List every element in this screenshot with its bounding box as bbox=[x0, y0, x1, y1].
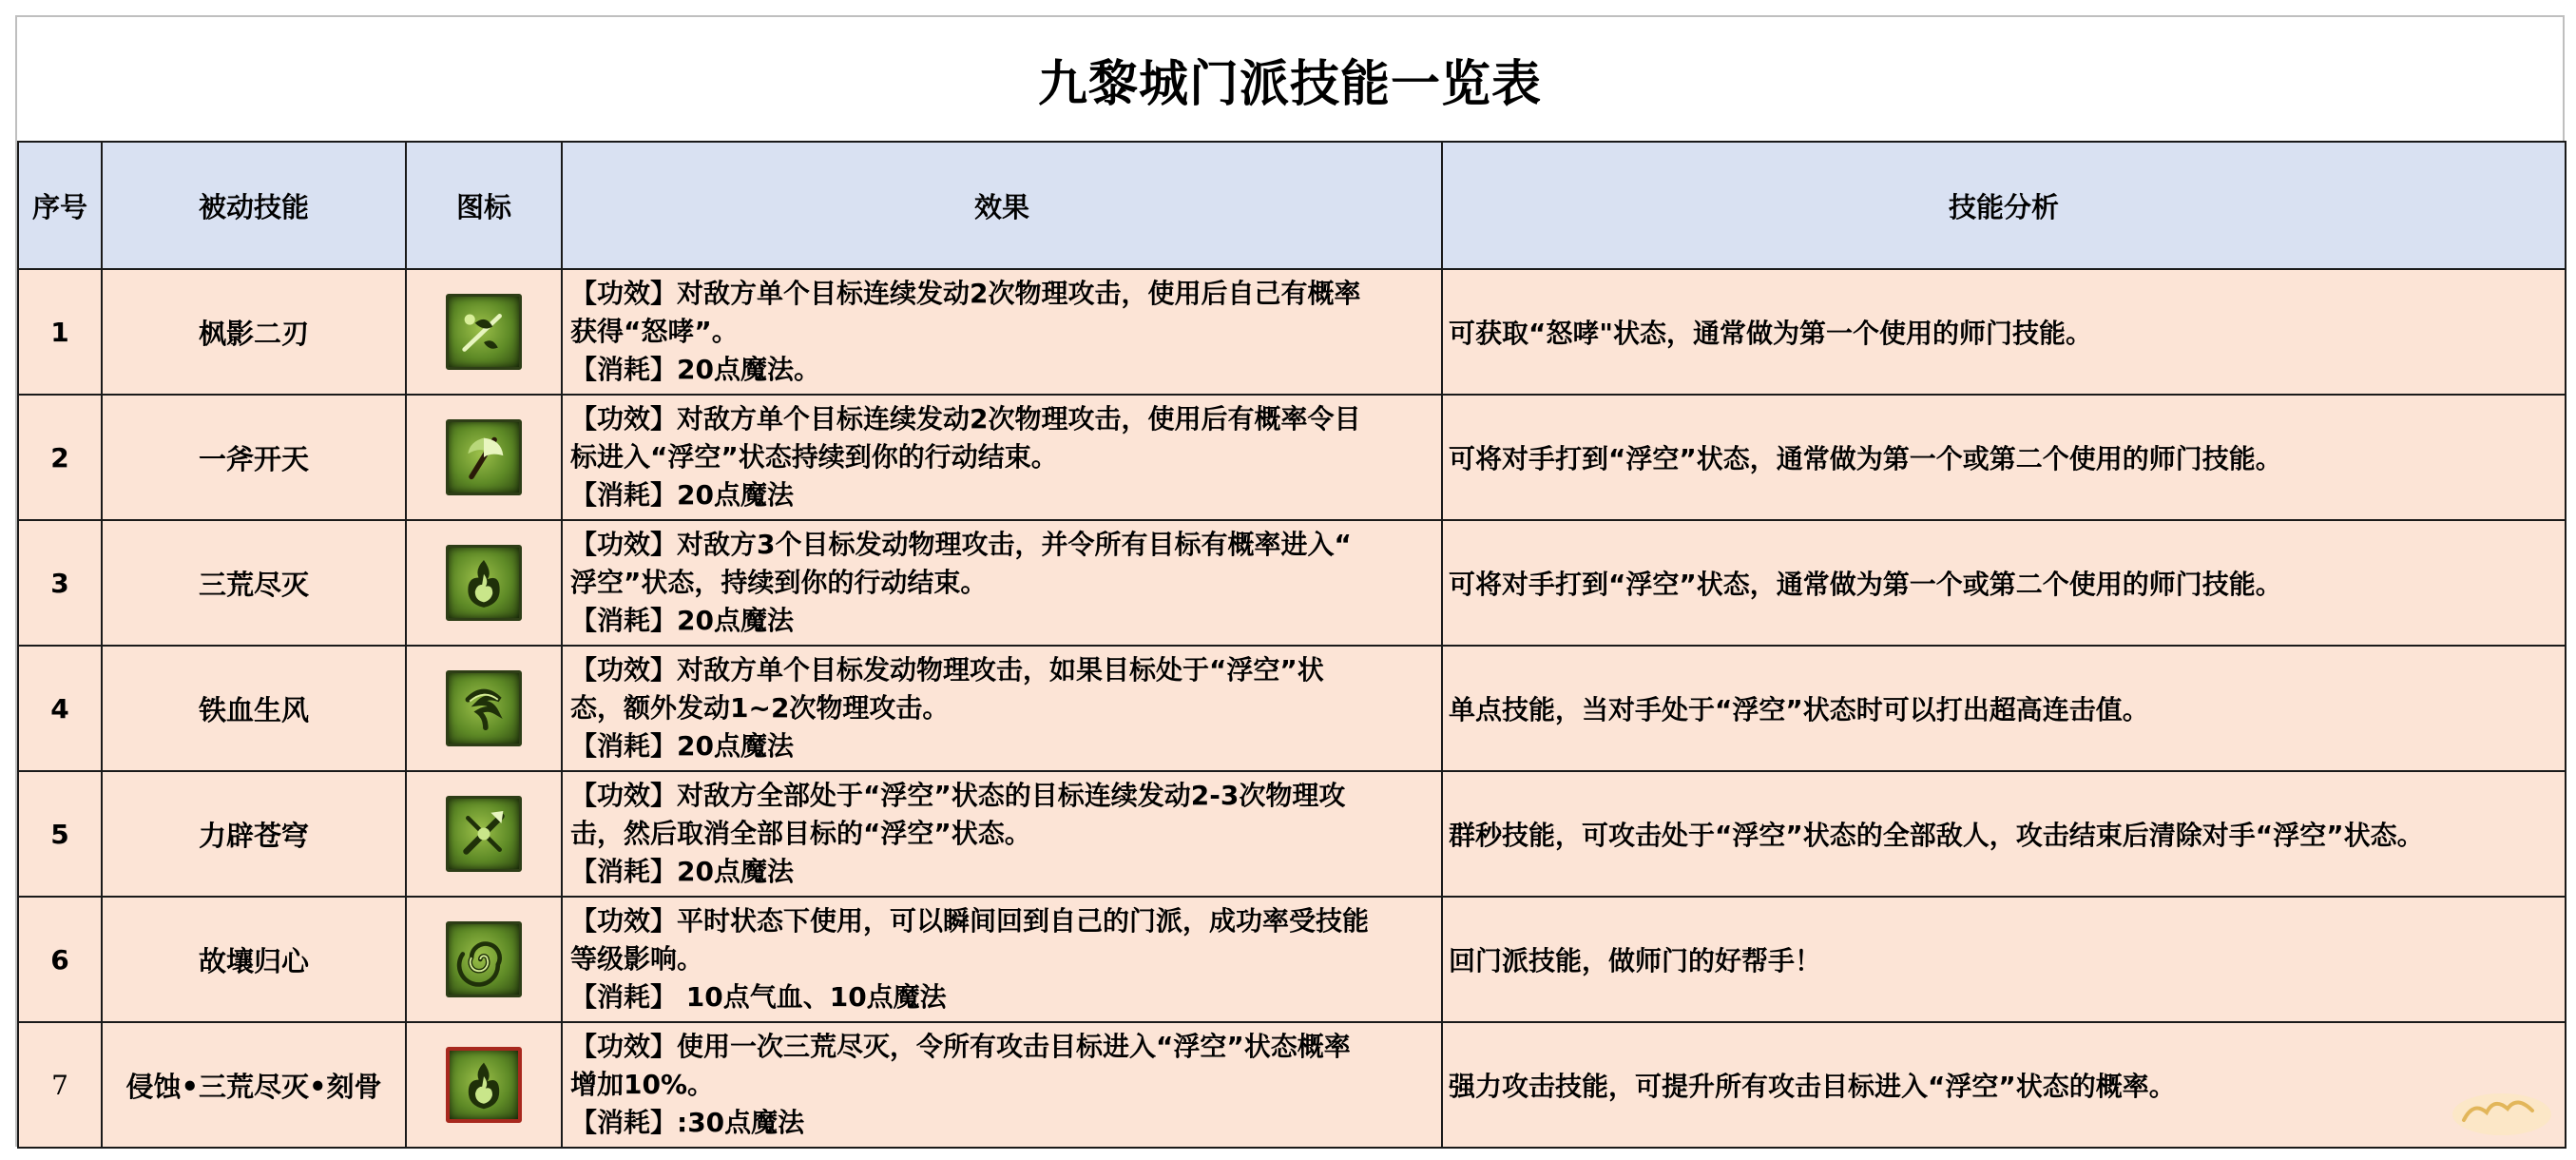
effect-line: 增加10%。 bbox=[570, 1069, 715, 1100]
effect-line: 【功效】对敌方单个目标发动物理攻击，如果目标处于“浮空”状 bbox=[570, 654, 1324, 686]
table-row bbox=[18, 646, 2566, 771]
effect-line: 【功效】对敌方3个目标发动物理攻击，并令所有目标有概率进入“ bbox=[570, 529, 1352, 560]
effect-line: 【功效】对敌方单个目标连续发动2次物理攻击，使用后自己有概率 bbox=[570, 278, 1361, 309]
skill-effect bbox=[562, 1022, 1442, 1148]
skill-name: 三荒尽灭 bbox=[102, 520, 406, 646]
skills-table bbox=[17, 141, 2566, 1149]
effect-cost-line: 【消耗】 10点气血、10点魔法 bbox=[570, 981, 947, 1013]
effect-line: 标进入“浮空”状态持续到你的行动结束。 bbox=[570, 441, 1058, 473]
header-skill-name: 被动技能 bbox=[102, 142, 406, 269]
effect-line: 击，然后取消全部目标的“浮空”状态。 bbox=[570, 818, 1031, 849]
axe-icon bbox=[446, 419, 522, 495]
header-analysis: 技能分析 bbox=[1442, 142, 2566, 269]
row-number: 7 bbox=[18, 1022, 102, 1148]
flame-beast-red-frame-icon bbox=[446, 1047, 522, 1123]
row-number: 2 bbox=[18, 395, 102, 520]
row-number: 4 bbox=[18, 646, 102, 771]
skill-effect bbox=[562, 771, 1442, 897]
skill-effect bbox=[562, 395, 1442, 520]
skill-name: 枫影二刃 bbox=[102, 269, 406, 395]
skill-analysis: 单点技能，当对手处于“浮空”状态时可以打出超高连击值。 bbox=[1442, 646, 2566, 771]
swirl-wind-icon bbox=[446, 670, 522, 746]
effect-line: 获得“怒哮”。 bbox=[570, 316, 739, 347]
page-title: 九黎城门派技能一览表 bbox=[1037, 55, 1542, 113]
effect-cost-line: 【消耗】:30点魔法 bbox=[570, 1107, 805, 1138]
skill-name: 侵蚀•三荒尽灭•刻骨 bbox=[102, 1022, 406, 1148]
skill-effect bbox=[562, 520, 1442, 646]
row-number: 6 bbox=[18, 897, 102, 1022]
effect-line: 等级影响。 bbox=[570, 943, 704, 975]
table-row bbox=[18, 771, 2566, 897]
effect-line: 【功效】对敌方单个目标连续发动2次物理攻击，使用后有概率令目 bbox=[570, 403, 1361, 435]
effect-cost-line: 【消耗】20点魔法 bbox=[570, 479, 794, 511]
skill-effect bbox=[562, 269, 1442, 395]
header-icon: 图标 bbox=[406, 142, 562, 269]
table-row bbox=[18, 1022, 2566, 1148]
effect-line: 【功效】平时状态下使用，可以瞬间回到自己的门派，成功率受技能 bbox=[570, 905, 1370, 937]
skill-analysis: 可将对手打到“浮空”状态，通常做为第一个或第二个使用的师门技能。 bbox=[1442, 520, 2566, 646]
skill-analysis: 强力攻击技能，可提升所有攻击目标进入“浮空”状态的概率。 bbox=[1442, 1022, 2566, 1148]
row-number: 5 bbox=[18, 771, 102, 897]
effect-cost-line: 【消耗】20点魔法。 bbox=[570, 354, 820, 385]
effect-cost-line: 【消耗】20点魔法 bbox=[570, 605, 794, 636]
effect-line: 【功效】对敌方全部处于“浮空”状态的目标连续发动2-3次物理攻 bbox=[570, 780, 1346, 811]
flame-beast-icon bbox=[446, 545, 522, 621]
skill-effect bbox=[562, 897, 1442, 1022]
effect-cost-line: 【消耗】20点魔法 bbox=[570, 856, 794, 887]
effect-line: 态，额外发动1~2次物理攻击。 bbox=[570, 692, 950, 724]
skill-name: 铁血生风 bbox=[102, 646, 406, 771]
table-row bbox=[18, 269, 2566, 395]
row-number: 3 bbox=[18, 520, 102, 646]
spiral-return-icon bbox=[446, 921, 522, 997]
skill-sheet bbox=[15, 15, 2565, 1147]
skill-name: 故壤归心 bbox=[102, 897, 406, 1022]
row-number: 1 bbox=[18, 269, 102, 395]
effect-cost-line: 【消耗】20点魔法 bbox=[570, 730, 794, 762]
table-row bbox=[18, 897, 2566, 1022]
skill-effect bbox=[562, 646, 1442, 771]
skill-analysis: 回门派技能，做师门的好帮手！ bbox=[1442, 897, 2566, 1022]
twin-blade-leaf-icon bbox=[446, 294, 522, 370]
logo-emblem-icon bbox=[2445, 1086, 2559, 1147]
header-effect: 效果 bbox=[562, 142, 1442, 269]
header-number: 序号 bbox=[18, 142, 102, 269]
crossed-blades-icon bbox=[446, 796, 522, 872]
skill-name: 一斧开天 bbox=[102, 395, 406, 520]
effect-line: 【功效】使用一次三荒尽灭，令所有攻击目标进入“浮空”状态概率 bbox=[570, 1031, 1351, 1062]
table-row bbox=[18, 520, 2566, 646]
game-logo-watermark bbox=[2445, 1086, 2559, 1147]
table-row bbox=[18, 395, 2566, 520]
skill-analysis: 可获取“怒哮"状态，通常做为第一个使用的师门技能。 bbox=[1442, 269, 2566, 395]
skill-name: 力辟苍穹 bbox=[102, 771, 406, 897]
header-row bbox=[18, 142, 2566, 269]
skill-analysis: 群秒技能，可攻击处于“浮空”状态的全部敌人，攻击结束后清除对手“浮空”状态。 bbox=[1442, 771, 2566, 897]
effect-line: 浮空”状态，持续到你的行动结束。 bbox=[570, 567, 988, 598]
skill-analysis: 可将对手打到“浮空”状态，通常做为第一个或第二个使用的师门技能。 bbox=[1442, 395, 2566, 520]
